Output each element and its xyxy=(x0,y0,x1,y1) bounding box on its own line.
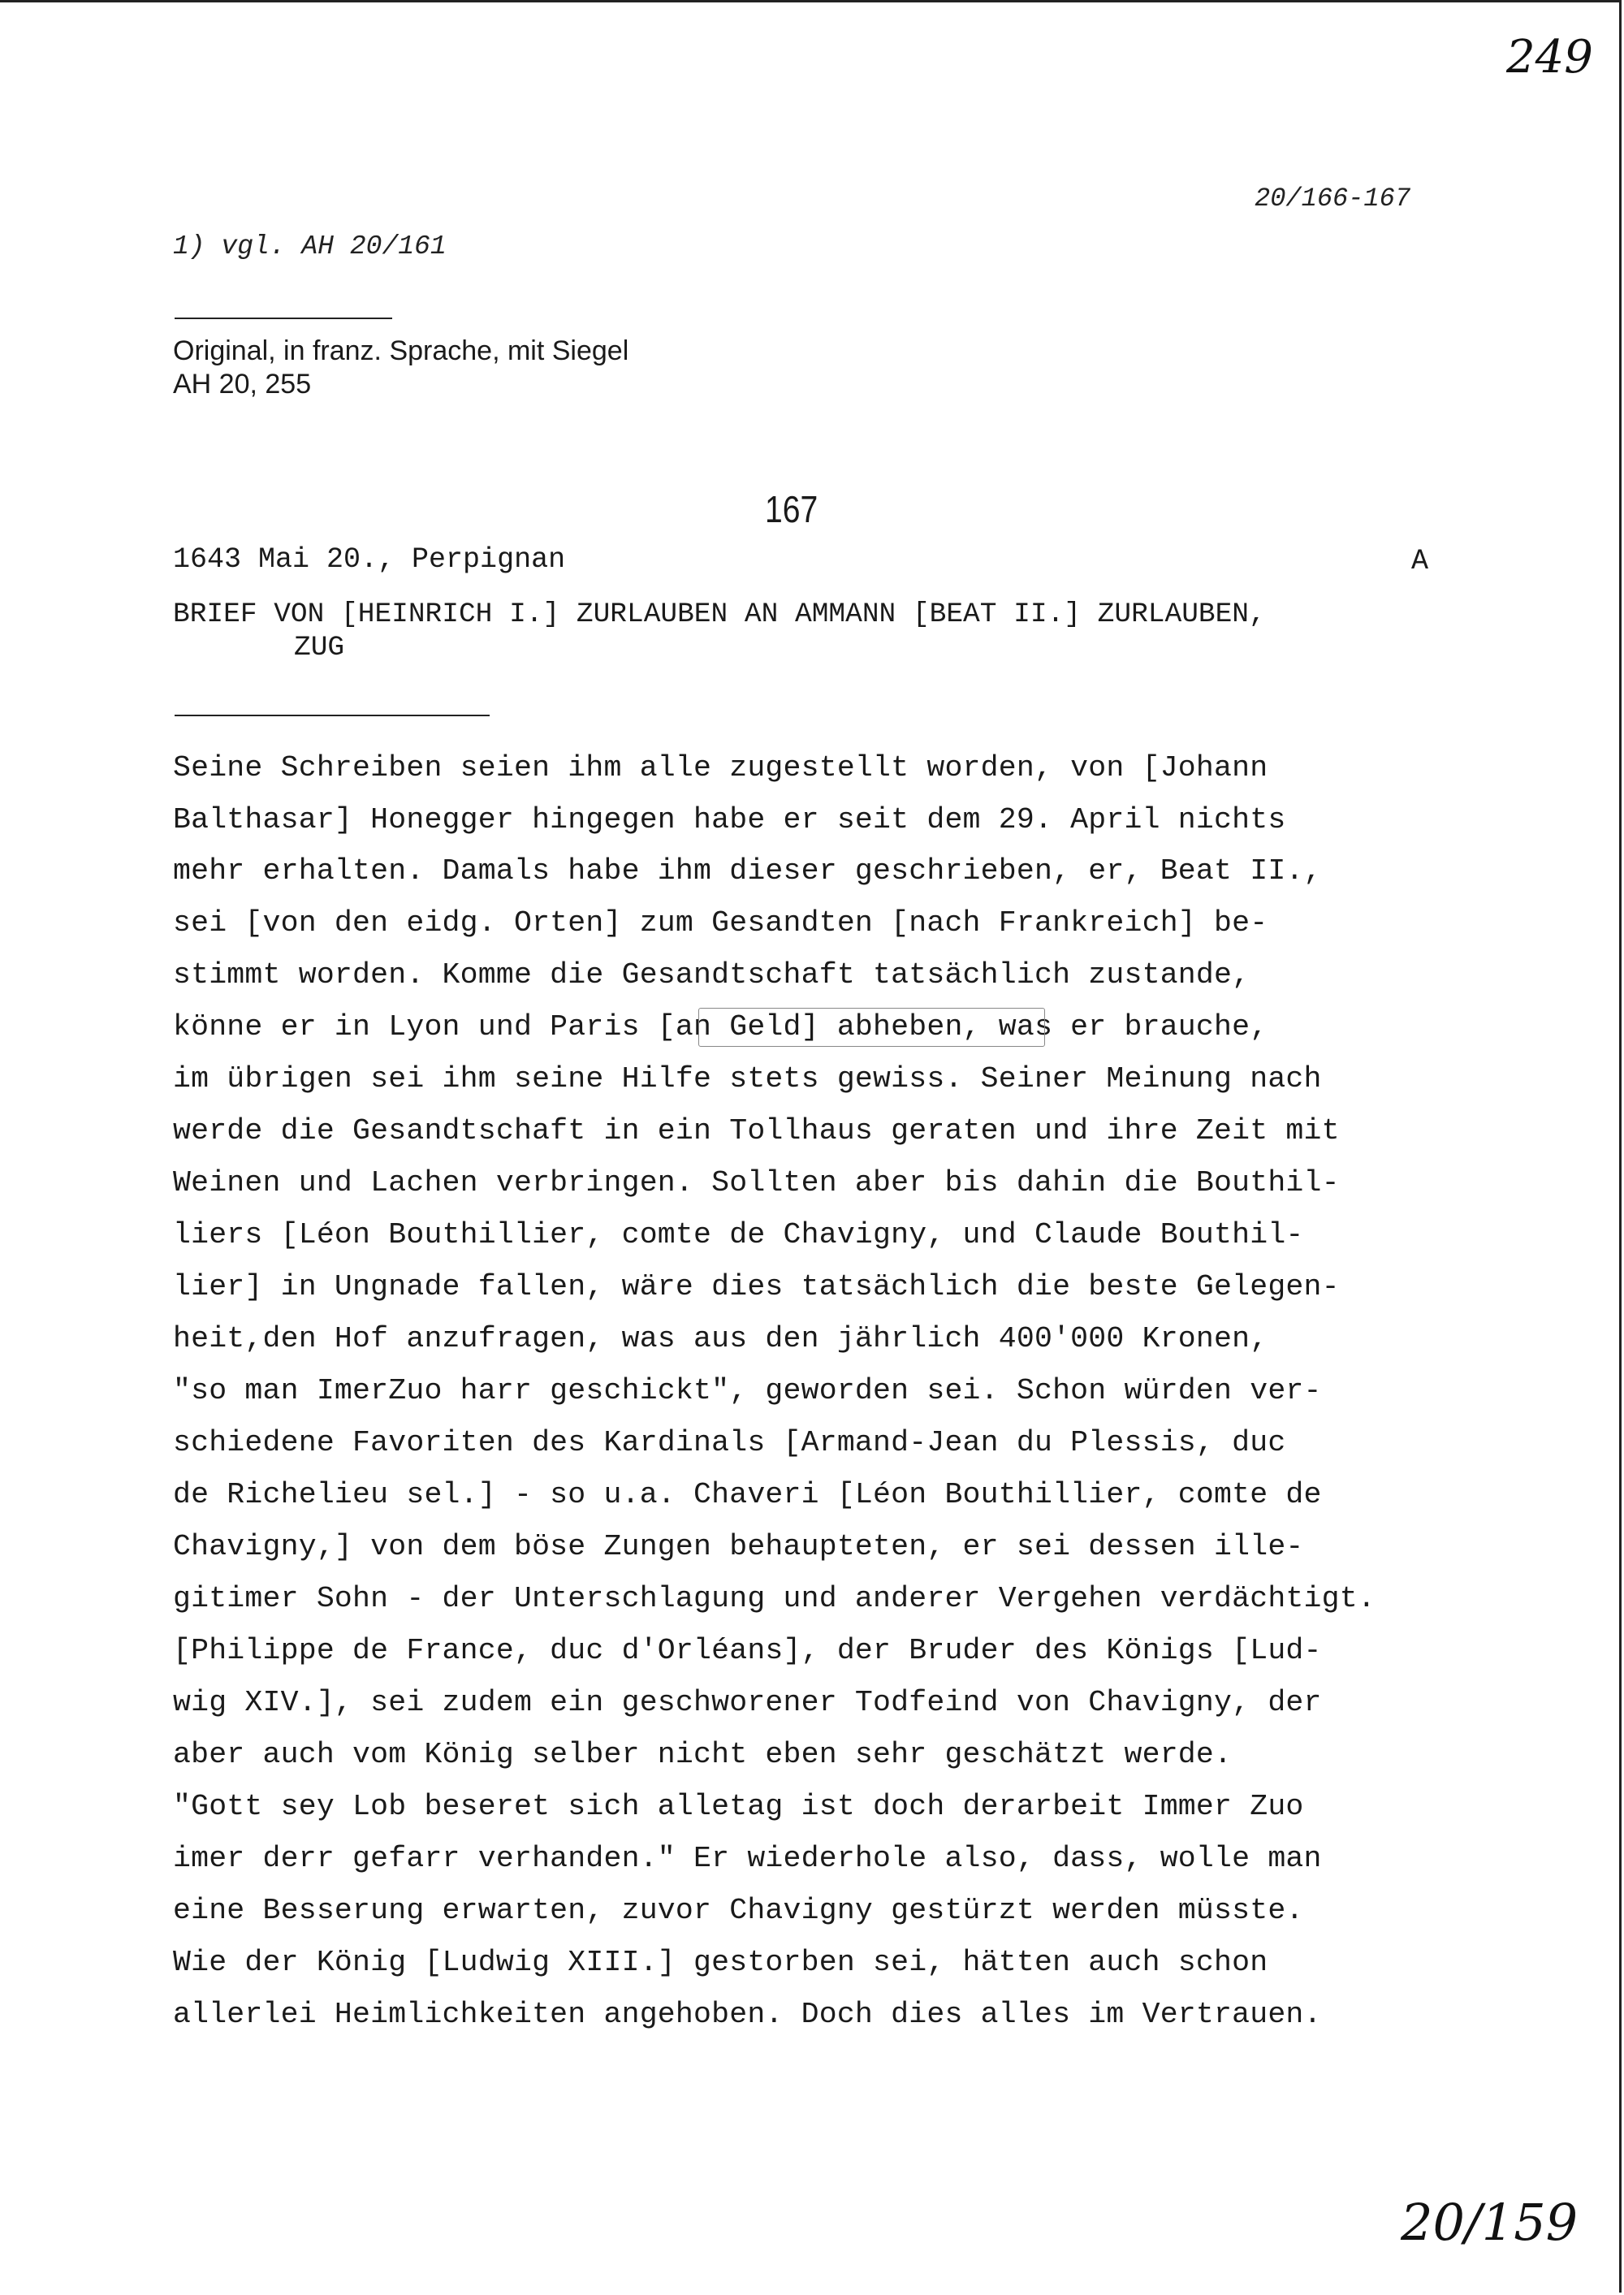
body-line-6: könne er in Lyon und Paris [an Geld] abheben, was er brauche, xyxy=(173,1010,1268,1044)
body-line-12: heit,den Hof anzufragen, was aus den jährlich 400'000 Kronen, xyxy=(173,1322,1268,1355)
source-line-2: AH 20, 255 xyxy=(173,369,312,400)
category-letter: A xyxy=(1411,545,1429,577)
source-line-1: Original, in franz. Sprache, mit Siegel xyxy=(173,335,629,366)
body-line-13: "so man ImerZuo harr geschickt", geworden sei. Schon würden ver- xyxy=(173,1374,1322,1407)
body-line-7: im übrigen sei ihm seine Hilfe stets gewiss. Seiner Meinung nach xyxy=(173,1062,1322,1096)
header-reference: 20/166-167 xyxy=(1255,184,1411,214)
body-line-21: "Gott sey Lob beseret sich alletag ist doch derarbeit Immer Zuo xyxy=(173,1790,1304,1823)
body-line-4: sei [von den eidg. Orten] zum Gesandten [nach Frankreich] be- xyxy=(173,906,1268,940)
body-line-2: Balthasar] Honegger hingegen habe er seit dem 29. April nichts xyxy=(173,803,1286,836)
body-line-16: Chavigny,] von dem böse Zungen behaupteten, er sei dessen ille- xyxy=(173,1530,1304,1563)
body-line-1: Seine Schreiben seien ihm alle zugestellt worden, von [Johann xyxy=(173,751,1268,784)
handwritten-footer-reference: 20/159 xyxy=(1401,2193,1579,2252)
body-line-15: de Richelieu sel.] - so u.a. Chaveri [Léon Bouthillier, comte de xyxy=(173,1478,1322,1511)
date-place: 1643 Mai 20., Perpignan xyxy=(173,543,566,576)
body-line-3: mehr erhalten. Damals habe ihm dieser geschrieben, er, Beat II., xyxy=(173,854,1322,888)
body-line-25: allerlei Heimlichkeiten angehoben. Doch dies alles im Vertrauen. xyxy=(173,1998,1322,2031)
body-line-11: lier] in Ungnade fallen, wäre dies tatsächlich die beste Gelegen- xyxy=(173,1270,1340,1303)
footnote-separator xyxy=(175,318,392,319)
document-number: 167 xyxy=(765,488,818,530)
body-line-9: Weinen und Lachen verbringen. Sollten aber bis dahin die Bouthil- xyxy=(173,1166,1340,1199)
document-title-line-1: BRIEF VON [HEINRICH I.] ZURLAUBEN AN AMMANN [BEAT II.] ZURLAUBEN, xyxy=(173,599,1266,630)
body-line-23: eine Besserung erwarten, zuvor Chavigny gestürzt werden müsste. xyxy=(173,1894,1304,1927)
handwritten-page-number: 249 xyxy=(1506,31,1593,84)
title-separator xyxy=(175,715,490,716)
body-line-10: liers [Léon Bouthillier, comte de Chavigny, und Claude Bouthil- xyxy=(173,1218,1304,1251)
body-line-22: imer derr gefarr verhanden." Er wiederhole also, dass, wolle man xyxy=(173,1842,1322,1875)
body-line-17: gitimer Sohn - der Unterschlagung und anderer Vergehen verdächtigt. xyxy=(173,1582,1376,1615)
scan-mark-box xyxy=(698,1008,1045,1047)
body-line-24: Wie der König [Ludwig XIII.] gestorben sei, hätten auch schon xyxy=(173,1946,1268,1979)
body-line-5: stimmt worden. Komme die Gesandtschaft tatsächlich zustande, xyxy=(173,958,1250,992)
body-line-20: aber auch vom König selber nicht eben sehr geschätzt werde. xyxy=(173,1738,1233,1771)
document-title-line-2: ZUG xyxy=(294,632,345,663)
footnote: 1) vgl. AH 20/161 xyxy=(173,231,447,261)
body-line-18: [Philippe de France, duc d'Orléans], der Bruder des Königs [Lud- xyxy=(173,1634,1322,1667)
body-line-14: schiedene Favoriten des Kardinals [Armand-Jean du Plessis, duc xyxy=(173,1426,1286,1459)
body-line-8: werde die Gesandtschaft in ein Tollhaus geraten und ihre Zeit mit xyxy=(173,1114,1340,1148)
body-line-19: wig XIV.], sei zudem ein geschworener Todfeind von Chavigny, der xyxy=(173,1686,1322,1719)
